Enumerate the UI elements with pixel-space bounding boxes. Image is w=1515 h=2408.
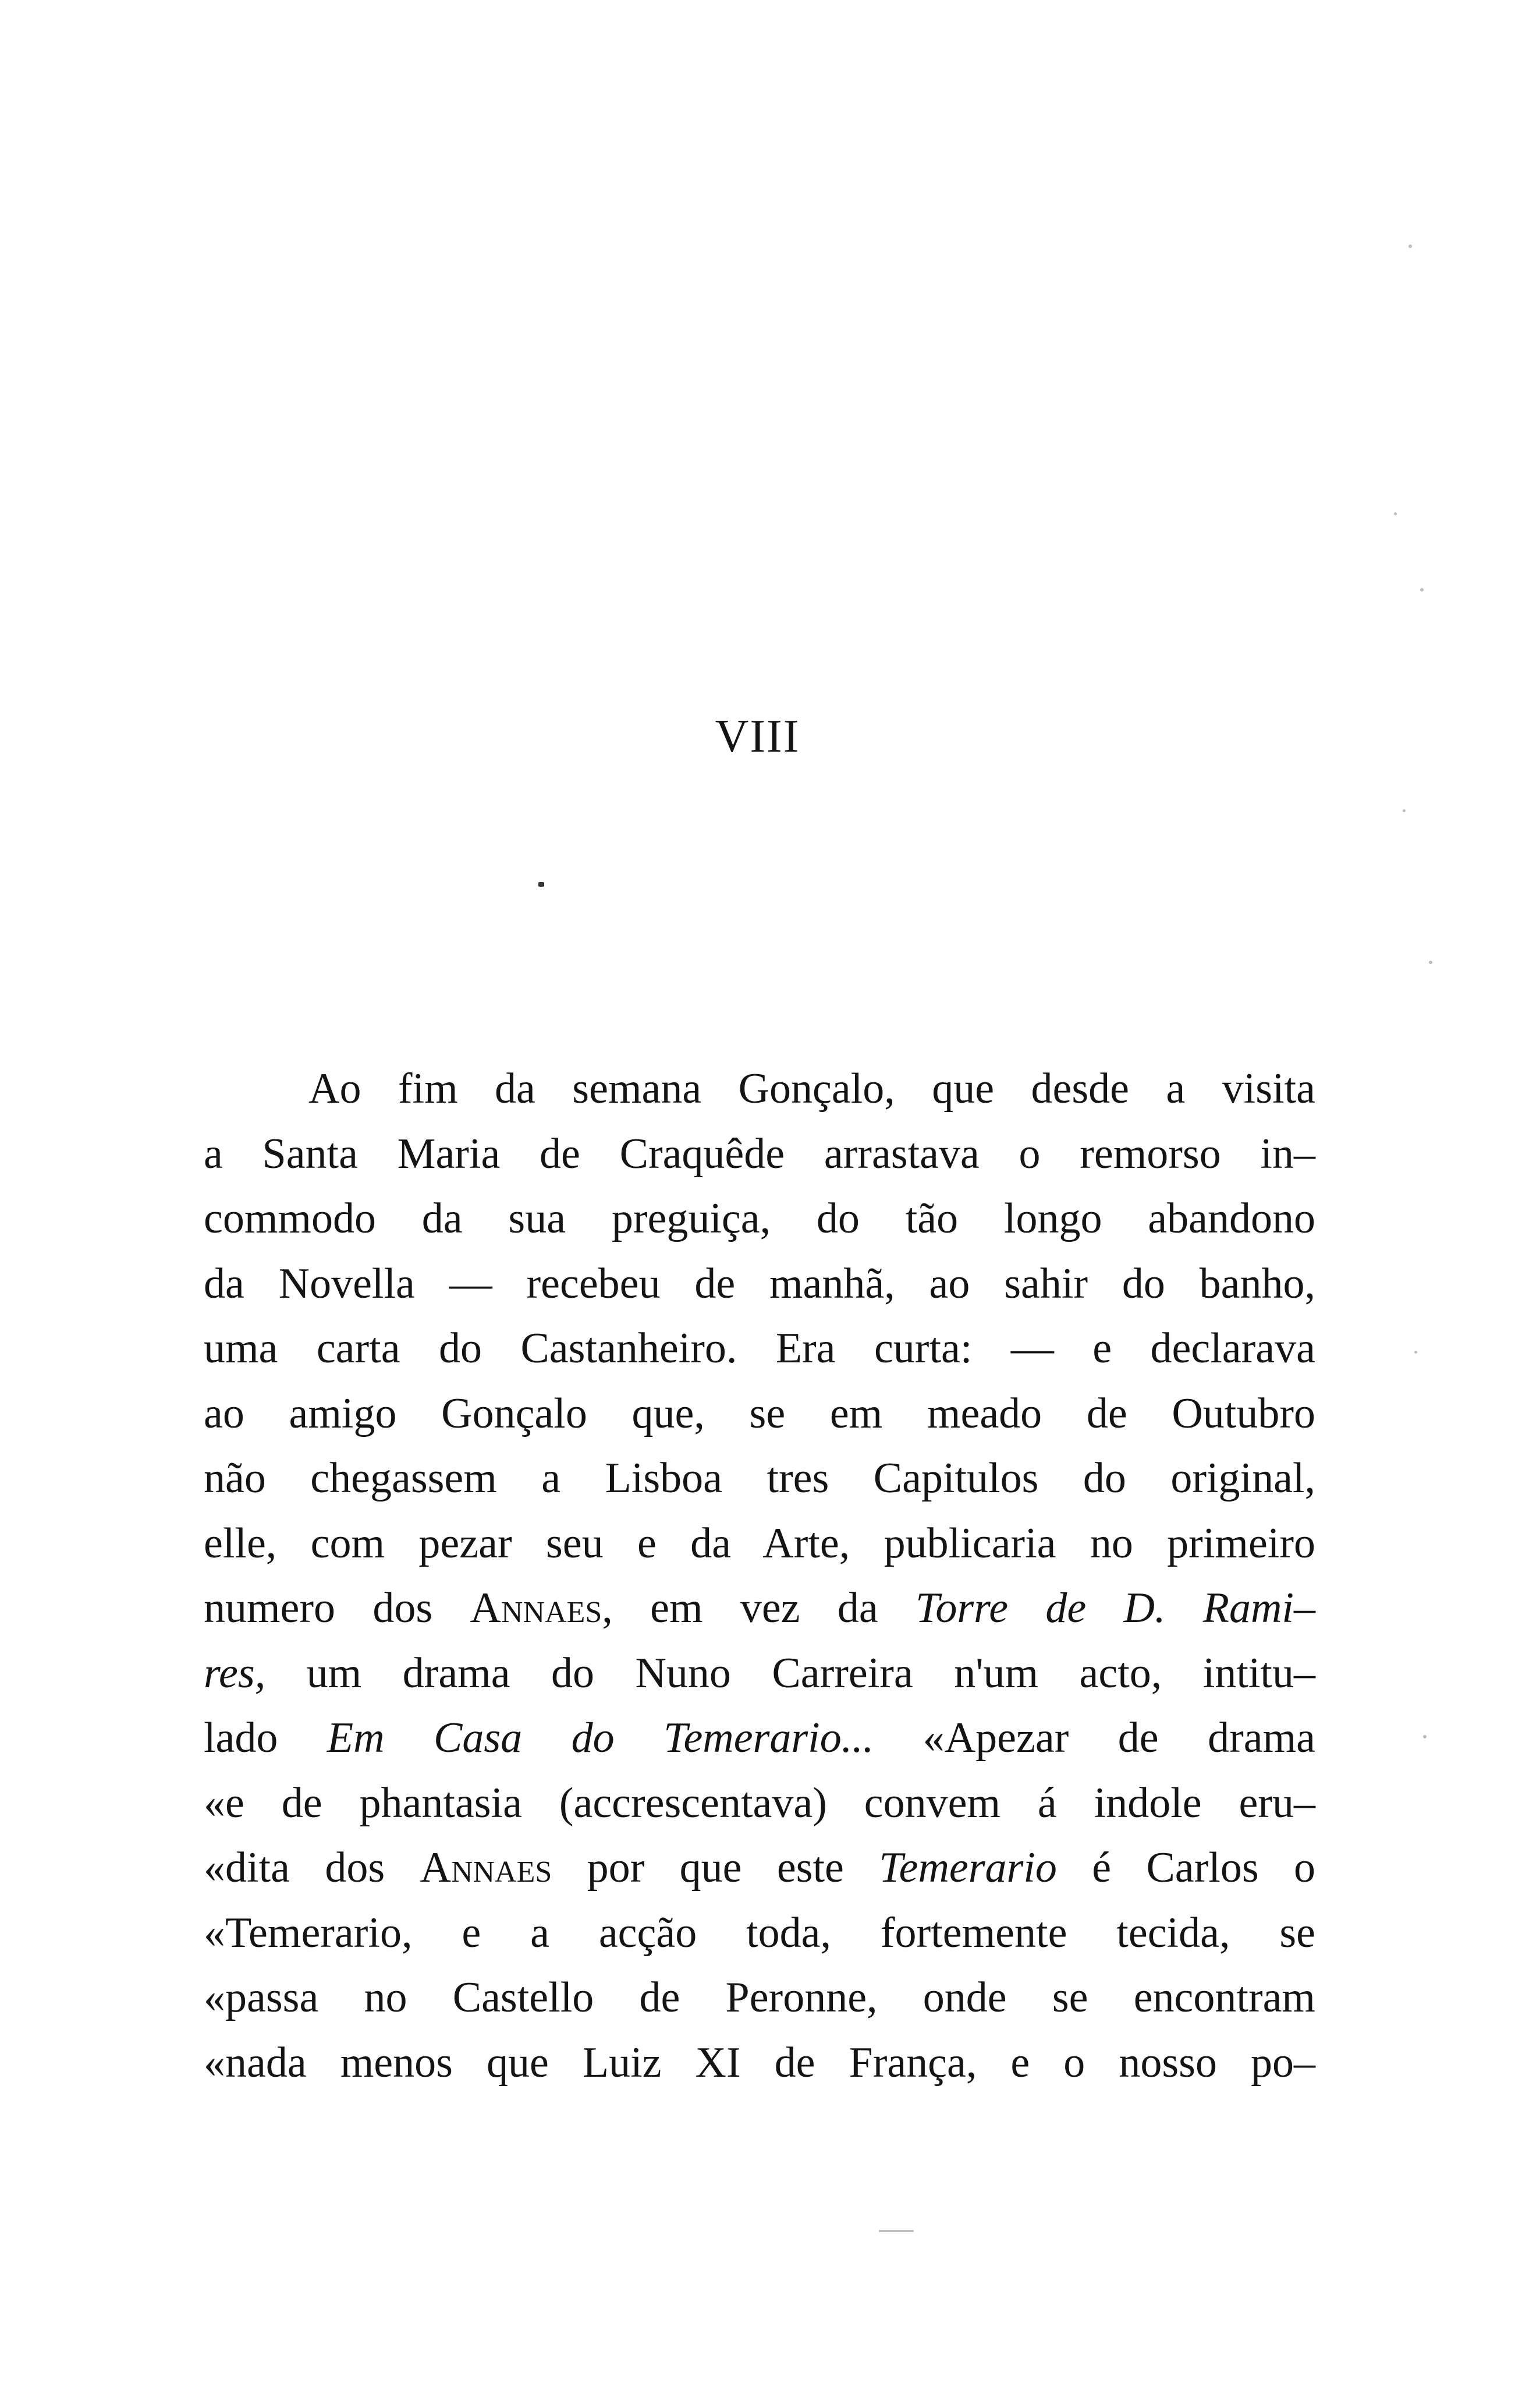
text-line: «nada menos que Luiz XI de França, e o nosso po– [204,2038,1315,2087]
text-line [204,1706,1315,1771]
scan-speck [1408,245,1412,248]
text-line: a Santa Maria de Craquêde arrastava o remorso in– [204,1129,1315,1178]
scan-speck [1403,809,1406,812]
text-segment: «dita dos [204,1844,420,1892]
text-segment: , em vez da [602,1584,916,1632]
scan-speck [879,2230,914,2232]
novel-title: res, [204,1649,266,1697]
text-segment: é Carlos o [1056,1844,1316,1892]
scan-speck [1394,512,1397,515]
novel-title: Torre de D. Rami– [915,1584,1315,1632]
text-line [204,1576,1315,1641]
journal-title: Annaes [420,1844,552,1892]
drama-title: Temerario [879,1844,1057,1892]
scan-speck [1429,961,1432,964]
scan-speck [1423,1735,1427,1738]
text-line: da Novella — recebeu de manhã, ao sahir do banho, [204,1259,1315,1308]
text-line: «passa no Castello de Peronne, onde se encontram [204,1974,1315,2021]
text-segment: um drama do Nuno Carreira n'um acto, intitu– [265,1649,1315,1697]
text-segment: lado [204,1714,327,1762]
text-line: «Temerario, e a acção toda, fortemente tecida, se [204,1908,1315,1957]
ink-mark [538,882,544,887]
text-segment: por que este [552,1844,879,1892]
scan-speck [1420,588,1424,592]
text-line: elle, com pezar seu e da Arte, publicaria no primeiro [204,1519,1315,1567]
text-line [204,1836,1315,1901]
text-line: uma carta do Castanheiro. Era curta: — e declarava [204,1325,1315,1372]
scan-speck [1414,1351,1417,1354]
chapter-number: VIII [715,711,800,762]
text-line: «e de phantasia (accrescentava) convem á indole eru– [204,1779,1315,1827]
text-line: não chegassem a Lisboa tres Capitulos do original, [204,1454,1315,1502]
paragraph [204,1057,1315,2095]
text-line [204,1641,1315,1706]
text-line: Ao fim da semana Gonçalo, que desde a visita [308,1065,1315,1113]
text-segment: numero dos [204,1584,470,1632]
drama-title: Em Casa do Temerario... [327,1714,874,1762]
text-line: ao amigo Gonçalo que, se em meado de Outubro [204,1389,1315,1437]
journal-title: Annaes [470,1584,602,1632]
text-line: commodo da sua preguiça, do tão longo abandono [204,1195,1315,1242]
text-segment: «Apezar de drama [874,1714,1315,1762]
